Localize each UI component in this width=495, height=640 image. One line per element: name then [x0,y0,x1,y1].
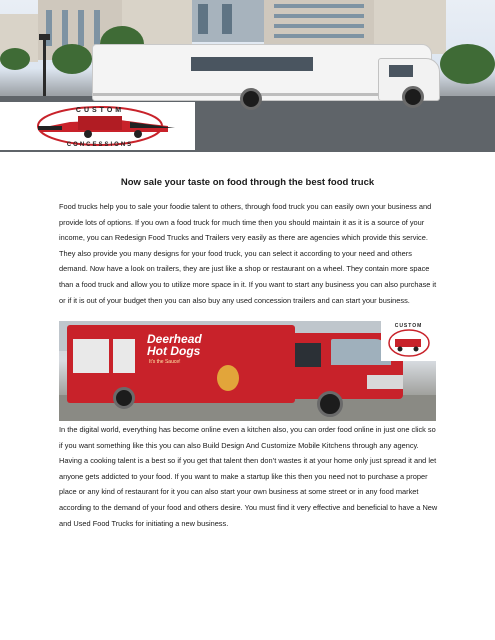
truck-brand-line-2: Hot Dogs [147,344,201,358]
hot-dog-graphic [217,365,239,391]
svg-text:CONCESSIONS: CONCESSIONS [66,142,134,148]
svg-text:CUSTOM: CUSTOM [75,107,125,114]
wheel [317,391,343,417]
cab-window [295,343,321,367]
lamp-post [43,38,46,96]
grille [367,375,403,389]
custom-logo-badge [381,321,436,361]
tree [440,44,495,84]
truck-body [67,325,295,403]
truck-tagline: It's the Sauce! [149,359,181,365]
custom-concessions-logo-icon [0,102,195,150]
article-heading: Now sale your taste on food through the best food truck [120,177,375,188]
truck-brand-line-1: Deerhead [147,332,202,346]
lamp-head [39,34,50,40]
truck-window [73,339,109,373]
tree [0,48,30,70]
red-food-truck-photo [59,321,436,421]
building [264,0,374,50]
custom-logo-text: CUSTOM [394,323,423,329]
article-paragraph-2: In the digital world, everything has become online even a kitchen also, you can order food online in just one click so if you want something like this you can also Build Design And Customize Mobile Kitchens through any agency. Having a cooking talent is a best so if you get that talent then don’t wastes it at your home only just spread it and let anyone gets addicted to your food. If you want to make a startup like this then you need not to purchase a proper place or any kind of restaurant for it you can also start your own business at some street or in any food market according to the demand of your food and others desire. You must find it very effective and beneficial to have a New and Used Food Trucks for initiating a new business. [59,425,438,528]
wheel [113,387,135,409]
tree [52,44,92,74]
wheel [240,88,262,110]
truck-brand [147,333,202,357]
article-paragraph-1: Food trucks help you to sale your foodie talent to others, through food truck you can easily own your business and provide lots of options. If you own a food truck for much time then you should maintain it as it is a source of your income, you can Redesign Food Trucks and Trailers very easily as there are agencies which provide this service. They also provide you many designs for your food truck, you can select it according to your need and others demand. Now have a look on trailers, they are just like a shop or restaurant on a wheel. They contain more space than a food truck and allow you to utilize more space in it. If you want to start any business you can also purchase it or if it is out of your budget then you can also buy any used concession trailers and can start your business. [59,202,437,305]
wheel [402,86,424,108]
truck-window [113,339,135,373]
building [192,0,264,42]
company-logo [0,102,195,150]
